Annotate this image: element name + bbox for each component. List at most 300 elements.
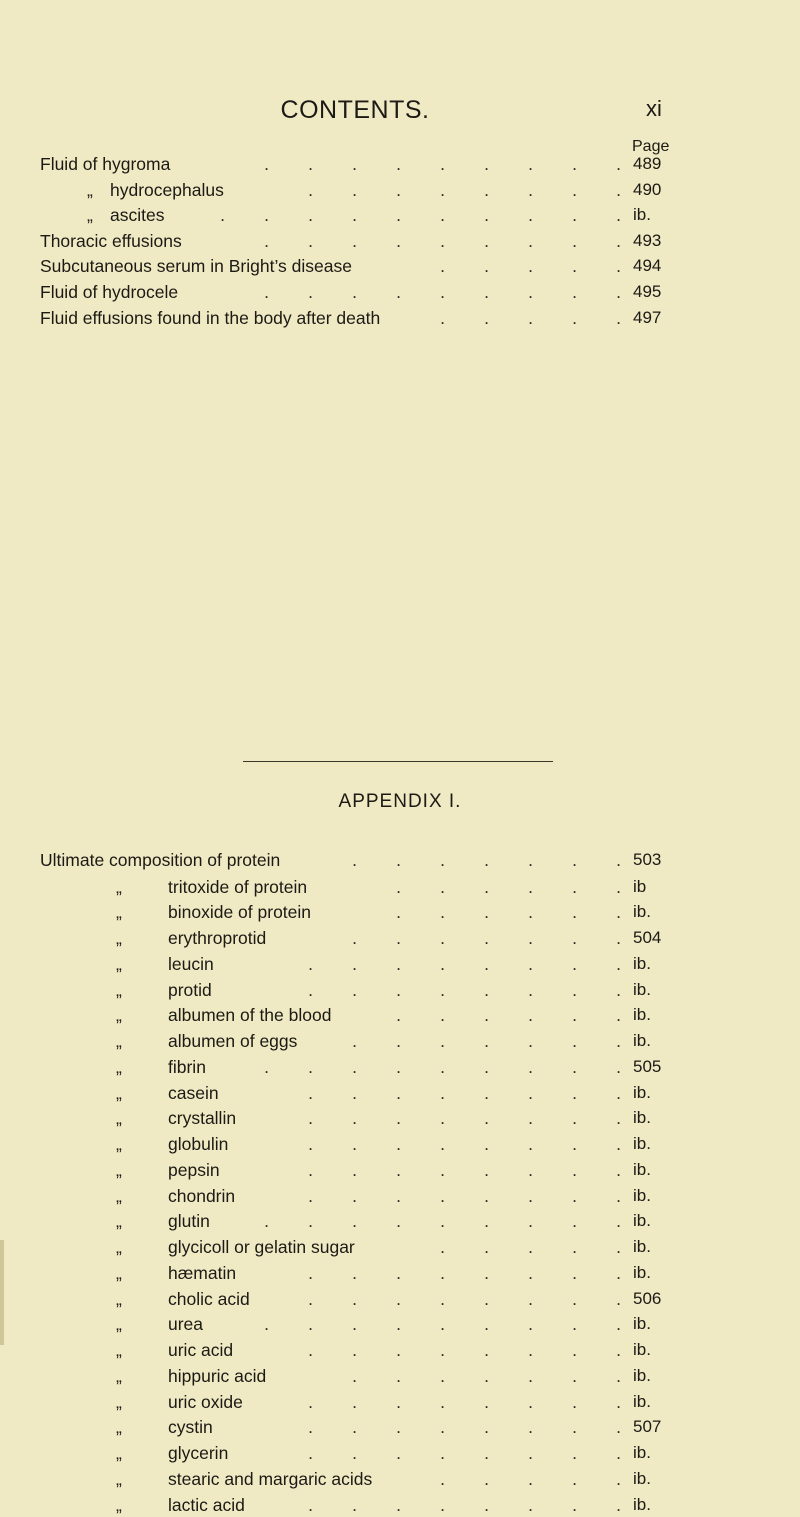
leader-dot: . (308, 979, 313, 1000)
leader-dot: . (264, 154, 269, 174)
contents-row (40, 205, 760, 227)
leader-dot: . (396, 1005, 401, 1026)
leader-dot: . (308, 1082, 313, 1103)
leader-dot: . (572, 230, 577, 251)
leader-dots (269, 1289, 621, 1310)
entry-label: Thoracic effusions (40, 230, 182, 251)
leader-dot: . (308, 953, 313, 974)
leader-dot: . (440, 928, 445, 948)
leader-dot: . (528, 1494, 533, 1515)
leader-dot: . (572, 1237, 577, 1257)
leader-dot: . (396, 282, 401, 302)
leader-dot: . (264, 230, 269, 251)
leader-dot: . (352, 282, 357, 302)
leader-dot: . (572, 850, 577, 870)
appendix-title: APPENDIX I. (338, 791, 462, 812)
entry-label: uric oxide (168, 1391, 243, 1412)
appendix-row (40, 850, 760, 872)
leader-dot: . (352, 1288, 357, 1309)
leader-dot: . (572, 154, 577, 174)
leader-dot: . (484, 850, 489, 870)
entry-label: lactic acid (168, 1494, 245, 1515)
entry-page: 505 (633, 1056, 662, 1076)
entry-label: protid (168, 979, 212, 1000)
leader-dot: . (440, 1082, 445, 1103)
leader-dot: . (484, 256, 489, 277)
leader-dot: . (396, 1391, 401, 1412)
entry-label: urea (168, 1314, 204, 1335)
leader-dot: . (440, 979, 445, 1000)
entry-page: ib. (633, 205, 651, 225)
leader-dot: . (440, 1211, 445, 1232)
leader-dot: . (616, 154, 621, 174)
leader-dot: . (572, 1443, 577, 1463)
leader-dot: . (616, 1185, 621, 1206)
leader-dot: . (484, 179, 489, 200)
leader-dots (357, 902, 621, 923)
leader-dot: . (616, 1494, 621, 1515)
leader-dots (269, 980, 621, 1001)
leader-dot: . (484, 1134, 489, 1154)
leader-dot: . (440, 256, 445, 277)
leader-dot: . (352, 1417, 357, 1438)
leader-dot: . (352, 850, 357, 870)
leader-dots (269, 1263, 621, 1284)
leader-dots (313, 1366, 621, 1387)
leader-dot: . (528, 850, 533, 870)
entry-label: Subcutaneous serum in Bright’s disease (40, 256, 352, 277)
leader-dot: . (308, 1134, 313, 1154)
leader-dot: . (264, 205, 269, 226)
leader-dot: . (352, 1443, 357, 1463)
leader-dot: . (528, 1237, 533, 1257)
appendix-row (116, 1392, 760, 1414)
leader-dot: . (440, 1314, 445, 1335)
appendix-row (116, 1289, 760, 1311)
leader-dot: . (528, 1288, 533, 1309)
appendix-row (116, 1031, 760, 1053)
leader-dot: . (396, 1082, 401, 1103)
leader-dot: . (352, 1031, 357, 1051)
leader-dot: . (616, 307, 621, 328)
leader-dot: . (528, 1159, 533, 1180)
leader-dot: . (396, 1288, 401, 1309)
leader-dot: . (616, 1082, 621, 1103)
leader-dots (313, 850, 621, 871)
entry-page: 493 (633, 230, 662, 250)
leader-dot: . (616, 1237, 621, 1257)
entry-page: ib. (633, 1391, 651, 1411)
ditto-mark: „ (116, 1056, 122, 1077)
section-divider (243, 761, 553, 762)
leader-dot: . (352, 179, 357, 200)
leader-dot: . (484, 1468, 489, 1489)
entry-label: tritoxide of protein (168, 876, 308, 897)
leader-dot: . (440, 876, 445, 897)
leader-dot: . (396, 230, 401, 251)
leader-dots (401, 256, 621, 277)
leader-dot: . (440, 1340, 445, 1360)
leader-dot: . (396, 154, 401, 174)
leader-dot: . (308, 1340, 313, 1360)
entry-page: ib. (633, 1005, 651, 1025)
leader-dot: . (572, 1391, 577, 1412)
appendix-row (116, 1186, 760, 1208)
leader-dot: . (396, 1417, 401, 1438)
leader-dot: . (308, 1314, 313, 1335)
leader-dot: . (572, 1185, 577, 1206)
leader-dot: . (528, 154, 533, 174)
entry-page: 503 (633, 850, 662, 869)
leader-dot: . (572, 179, 577, 200)
leader-dot: . (572, 1056, 577, 1077)
ditto-mark: „ (116, 1417, 122, 1438)
leader-dots (269, 1160, 621, 1181)
ditto-mark: „ (87, 205, 93, 226)
entry-page: 495 (633, 282, 662, 301)
entry-page: ib. (633, 1108, 651, 1128)
entry-page: ib. (633, 1159, 651, 1179)
leader-dot: . (616, 1288, 621, 1309)
leader-dot: . (616, 1365, 621, 1386)
appendix-row (116, 980, 760, 1002)
entry-page: ib. (633, 1340, 651, 1359)
appendix-row (116, 1443, 760, 1465)
leader-dot: . (308, 1211, 313, 1232)
leader-dot: . (572, 1005, 577, 1026)
ditto-mark: „ (116, 1211, 122, 1232)
leader-dot: . (308, 1391, 313, 1412)
ditto-mark: „ (116, 979, 122, 1000)
leader-dot: . (528, 1314, 533, 1335)
leader-dot: . (396, 1031, 401, 1051)
leader-dot: . (396, 928, 401, 948)
leader-dot: . (396, 979, 401, 1000)
leader-dot: . (616, 1262, 621, 1283)
ditto-mark: „ (116, 1108, 122, 1129)
entry-label: hippuric acid (168, 1365, 267, 1386)
leader-dot: . (396, 1108, 401, 1129)
leader-dot: . (484, 307, 489, 328)
page-numeral: xi (646, 96, 662, 121)
ditto-mark: „ (116, 1314, 122, 1335)
leader-dot: . (572, 979, 577, 1000)
leader-dot: . (528, 1443, 533, 1463)
leader-dot: . (616, 205, 621, 226)
leader-dot: . (572, 282, 577, 302)
leader-dot: . (352, 230, 357, 251)
leader-dot: . (572, 1211, 577, 1232)
leader-dot: . (572, 1159, 577, 1180)
entry-label: glycerin (168, 1443, 229, 1463)
leader-dot: . (572, 1365, 577, 1386)
leader-dots (401, 1469, 621, 1490)
leader-dot: . (352, 1159, 357, 1180)
leader-dot: . (440, 1262, 445, 1283)
leader-dot: . (528, 902, 533, 923)
entry-page: ib. (633, 1237, 651, 1256)
leader-dot: . (484, 1056, 489, 1077)
ditto-mark: „ (116, 1159, 122, 1180)
leader-dot: . (528, 1417, 533, 1438)
leader-dot: . (528, 307, 533, 328)
leader-dot: . (484, 1288, 489, 1309)
entry-label: Fluid of hydrocele (40, 282, 179, 302)
leader-dot: . (484, 1365, 489, 1386)
leader-dot: . (484, 902, 489, 923)
leader-dot: . (528, 1340, 533, 1360)
leader-dot: . (528, 1056, 533, 1077)
leader-dot: . (572, 1340, 577, 1360)
entry-page: ib. (633, 1185, 651, 1205)
entry-label: glycicoll or gelatin sugar (168, 1237, 355, 1257)
leader-dots (225, 282, 621, 303)
leader-dot: . (616, 1314, 621, 1335)
entry-label: glutin (168, 1211, 210, 1232)
entry-label: erythroprotid (168, 928, 267, 948)
entry-page: ib. (633, 979, 651, 999)
leader-dot: . (352, 1211, 357, 1232)
appendix-row (116, 902, 760, 924)
contents-row (40, 256, 760, 278)
leader-dot: . (528, 979, 533, 1000)
leader-dot: . (572, 1468, 577, 1489)
leader-dot: . (572, 205, 577, 226)
leader-dot: . (308, 1443, 313, 1463)
leader-dots (269, 1083, 621, 1104)
leader-dot: . (440, 1005, 445, 1026)
entry-label: crystallin (168, 1108, 237, 1129)
entry-page: ib. (633, 1031, 651, 1050)
leader-dots (401, 1237, 621, 1258)
leader-dot: . (484, 876, 489, 897)
leader-dot: . (396, 850, 401, 870)
entry-label: hæmatin (168, 1262, 237, 1283)
entry-label: Ultimate composition of protein (40, 850, 281, 870)
leader-dots (225, 231, 621, 252)
leader-dot: . (616, 1108, 621, 1129)
leader-dot: . (352, 1340, 357, 1360)
appendix-row (116, 1340, 760, 1362)
leader-dots (357, 877, 621, 898)
appendix-row (116, 1417, 760, 1439)
contents-row (40, 180, 760, 202)
leader-dot: . (616, 1468, 621, 1489)
leader-dot: . (440, 850, 445, 870)
leader-dot: . (308, 1056, 313, 1077)
leader-dot: . (440, 230, 445, 251)
leader-dot: . (440, 1237, 445, 1257)
leader-dot: . (396, 1365, 401, 1386)
leader-dot: . (352, 1134, 357, 1154)
entry-page: ib. (633, 1134, 651, 1153)
leader-dot: . (440, 902, 445, 923)
ditto-mark: „ (116, 1262, 122, 1283)
entry-page: ib (633, 876, 647, 896)
leader-dot: . (528, 205, 533, 226)
entry-page: ib. (633, 1262, 651, 1282)
leader-dots (269, 1108, 621, 1129)
leader-dot: . (396, 876, 401, 897)
entry-page: ib. (633, 953, 651, 973)
leader-dot: . (484, 205, 489, 226)
leader-dot: . (616, 1391, 621, 1412)
leader-dot: . (264, 1314, 269, 1335)
leader-dot: . (484, 154, 489, 174)
appendix-row (116, 954, 760, 976)
leader-dot: . (484, 953, 489, 974)
page-edge-shadow (0, 1240, 4, 1345)
leader-dot: . (528, 1005, 533, 1026)
leader-dot: . (528, 928, 533, 948)
leader-dot: . (352, 1262, 357, 1283)
leader-dots (269, 954, 621, 975)
ditto-mark: „ (116, 1443, 122, 1463)
leader-dot: . (440, 1031, 445, 1051)
leader-dot: . (484, 1494, 489, 1515)
leader-dot: . (484, 1340, 489, 1360)
leader-dot: . (484, 1314, 489, 1335)
leader-dot: . (484, 1417, 489, 1438)
entry-page: 504 (633, 928, 662, 947)
leader-dot: . (308, 179, 313, 200)
leader-dot: . (572, 902, 577, 923)
contents-row (40, 154, 760, 176)
leader-dot: . (352, 154, 357, 174)
leader-dot: . (352, 1185, 357, 1206)
entry-page: ib. (633, 1468, 651, 1488)
leader-dots (357, 1005, 621, 1026)
ditto-mark: „ (116, 1237, 122, 1257)
contents-row (40, 282, 760, 304)
leader-dot: . (528, 876, 533, 897)
leader-dot: . (396, 1159, 401, 1180)
leader-dot: . (440, 1185, 445, 1206)
leader-dot: . (528, 1365, 533, 1386)
leader-dot: . (528, 179, 533, 200)
leader-dot: . (308, 1185, 313, 1206)
leader-dot: . (616, 256, 621, 277)
leader-dot: . (528, 953, 533, 974)
leader-dot: . (528, 1211, 533, 1232)
entry-page: 489 (633, 154, 662, 173)
leader-dot: . (352, 1365, 357, 1386)
appendix-row (116, 1083, 760, 1105)
leader-dot: . (352, 979, 357, 1000)
leader-dot: . (308, 205, 313, 226)
leader-dot: . (440, 953, 445, 974)
leader-dot: . (396, 179, 401, 200)
leader-dot: . (616, 1159, 621, 1180)
leader-dots (269, 180, 621, 201)
leader-dots (269, 1392, 621, 1413)
leader-dot: . (616, 979, 621, 1000)
leader-dots (225, 1314, 621, 1335)
appendix-row (116, 1005, 760, 1027)
entry-label: leucin (168, 953, 214, 974)
leader-dot: . (616, 902, 621, 923)
ditto-mark: „ (116, 953, 122, 974)
leader-dots (181, 205, 621, 226)
leader-dot: . (308, 1288, 313, 1309)
appendix-row (116, 1057, 760, 1079)
leader-dot: . (528, 1134, 533, 1154)
leader-dot: . (440, 307, 445, 328)
leader-dot: . (528, 1262, 533, 1283)
leader-dot: . (572, 1288, 577, 1309)
leader-dot: . (440, 205, 445, 226)
leader-dot: . (528, 256, 533, 277)
leader-dot: . (616, 1340, 621, 1360)
leader-dot: . (396, 902, 401, 923)
leader-dot: . (352, 1494, 357, 1515)
leader-dot: . (484, 1211, 489, 1232)
leader-dot: . (572, 1314, 577, 1335)
entry-page: ib. (633, 902, 651, 922)
entry-label: binoxide of protein (168, 902, 312, 923)
entry-label: cystin (168, 1417, 213, 1438)
entry-label: pepsin (168, 1159, 220, 1180)
leader-dot: . (264, 1211, 269, 1232)
leader-dot: . (484, 1262, 489, 1283)
leader-dot: . (484, 1185, 489, 1206)
ditto-mark: „ (116, 1391, 122, 1412)
leader-dots (401, 308, 621, 329)
leader-dots (225, 154, 621, 175)
entry-label: fibrin (168, 1056, 206, 1077)
leader-dot: . (352, 205, 357, 226)
ditto-mark: „ (116, 1468, 122, 1489)
leader-dot: . (396, 1340, 401, 1360)
entry-label: albumen of eggs (168, 1031, 298, 1051)
leader-dot: . (616, 1443, 621, 1463)
ditto-mark: „ (116, 1031, 122, 1051)
page-title: CONTENTS. (280, 96, 430, 124)
page-column-label: Page (632, 138, 670, 155)
leader-dot: . (572, 1134, 577, 1154)
ditto-mark: „ (116, 1288, 122, 1309)
leader-dot: . (396, 1262, 401, 1283)
entry-label: Fluid effusions found in the body after death (40, 307, 381, 328)
leader-dot: . (396, 1443, 401, 1463)
leader-dot: . (528, 1108, 533, 1129)
leader-dot: . (572, 1108, 577, 1129)
appendix-row (116, 1160, 760, 1182)
entry-page: ib. (633, 1443, 651, 1462)
leader-dot: . (352, 953, 357, 974)
leader-dot: . (308, 1108, 313, 1129)
appendix-row (116, 1211, 760, 1233)
ditto-mark: „ (116, 876, 122, 897)
appendix-row (116, 1469, 760, 1491)
leader-dot: . (572, 876, 577, 897)
leader-dot: . (484, 979, 489, 1000)
leader-dot: . (440, 1288, 445, 1309)
leader-dot: . (396, 1211, 401, 1232)
leader-dot: . (528, 1185, 533, 1206)
entry-page: ib. (633, 1314, 651, 1334)
leader-dot: . (616, 850, 621, 870)
leader-dot: . (484, 230, 489, 251)
appendix-row (116, 1263, 760, 1285)
leader-dot: . (572, 1262, 577, 1283)
contents-row (40, 308, 760, 330)
leader-dots (269, 1443, 621, 1464)
leader-dot: . (616, 1031, 621, 1051)
ditto-mark: „ (116, 902, 122, 923)
leader-dot: . (572, 1494, 577, 1515)
leader-dot: . (616, 953, 621, 974)
